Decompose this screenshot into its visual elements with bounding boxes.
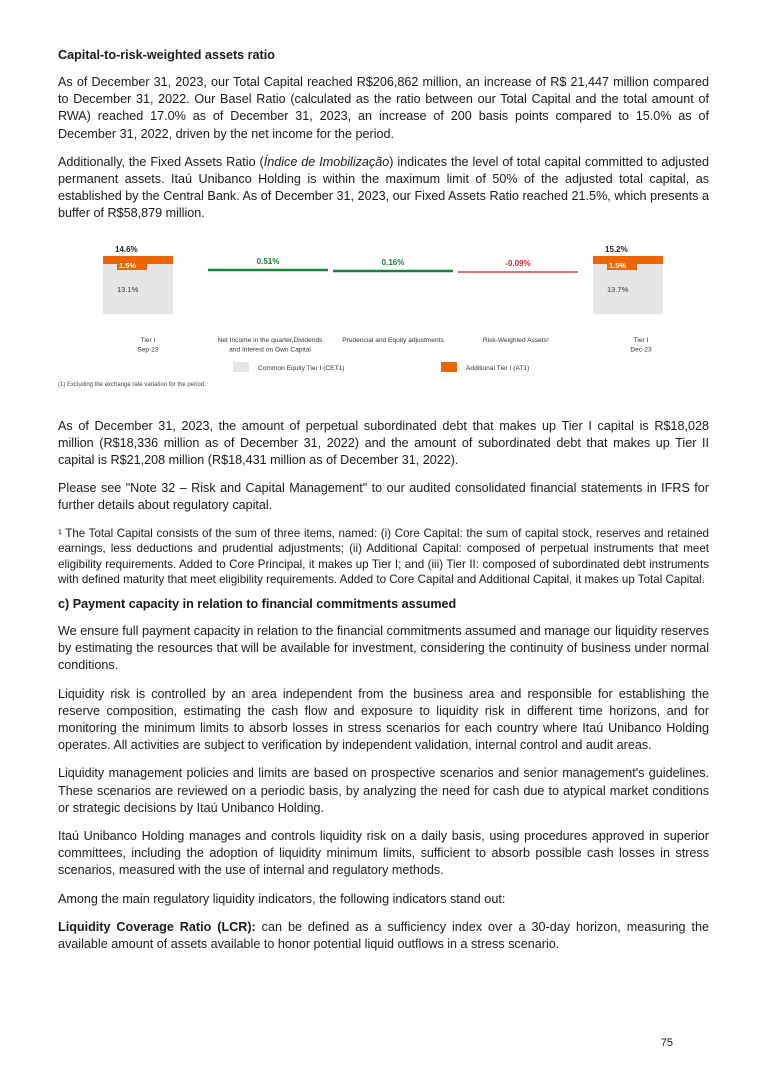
paragraph-payment-capacity: We ensure full payment capacity in relation to the financial commitments assumed and manage our liquidity reserves by estimating the resources that will be available for investment, considering the continuity of business under normal conditions. <box>58 624 709 673</box>
paragraph-total-capital: As of December 31, 2023, our Total Capital reached R$206,862 million, an increase of R$ 21,447 million compared to December 31, 2022. Our Basel Ratio (calculated as the ratio between our Total Capital and the total amount of RWA) reached 17.0% as of December 31, 2023, an increase of 200 basis points compared to 15.0% as of December 31, 2022, driven by the net income for the period. <box>58 75 709 141</box>
tier1-waterfall-chart <box>58 234 709 406</box>
cet1-value-label: 13.7% <box>607 284 629 294</box>
total-value-label: 15.2% <box>605 244 628 254</box>
category-label: Net Income in the quarter,Dividends <box>217 336 323 344</box>
paragraph-note-32: Please see "Note 32 – Risk and Capital Management" to our audited consolidated financial statements in IFRS for further details about regulatory capital. <box>58 481 709 513</box>
section-heading-capital-ratio: Capital-to-risk-weighted assets ratio <box>58 48 275 62</box>
paragraph-subordinated-debt: As of December 31, 2023, the amount of perpetual subordinated debt that makes up Tier I capital is R$18,028 million (R$18,336 million as of December 31, 2022) and the amount of subordinated debt that makes up Tier II capital is R$21,208 million (R$18,431 million as of December 31, 2022). <box>58 418 709 468</box>
paragraph-fixed-assets-ratio <box>58 154 709 223</box>
change-value-label: -0.09% <box>505 258 531 268</box>
page-number: 75 <box>660 1037 673 1049</box>
paragraph-liquidity-policies: Liquidity management policies and limits are based on prospective scenarios and senior management's guidelines. These scenarios are reviewed on a periodic basis, by analyzing the need for cash due to atypical market conditions or strategic decisions by Itaú Unibanco Holding. <box>58 766 709 815</box>
italic-term: Índice de Imobilização <box>263 154 390 169</box>
paragraph-liquidity-risk: Liquidity risk is controlled by an area independent from the business area and responsible for establishing the reserve composition, estimating the cash flow and exposure to liquidity risk in different time horizons, and for monitoring the minimum limits to absorb losses in stress scenarios for each country where Itaú Unibanco Holding operates. All activities are subject to verification by independent validation, internal control and audit areas. <box>58 686 709 753</box>
change-value-label: 0.16% <box>381 257 405 267</box>
change-value-label: 0.51% <box>256 256 280 266</box>
category-label: Sep-23 <box>137 346 159 354</box>
paragraph-lcr <box>58 919 709 953</box>
legend-label-cet1: Common Equity Tier I (CET1) <box>258 364 345 372</box>
cet1-value-label: 13.1% <box>117 284 139 294</box>
at1-value-label: 1.5% <box>119 260 137 270</box>
category-label: and Interest on Own Capital <box>229 346 311 354</box>
total-value-label: 14.6% <box>115 244 138 254</box>
paragraph-liquidity-daily: Itaú Unibanco Holding manages and controls liquidity risk on a daily basis, using procedures approved in superior committees, including the adoption of liquidity minimum limits, sufficient to absorb possible cash losses in stress scenarios, measured with the use of internal and regulatory methods. <box>58 829 709 878</box>
document-page <box>58 48 709 964</box>
category-label: Prudencial and Equity adjustments <box>342 336 444 344</box>
category-label: Tier I <box>140 336 156 344</box>
footnote-total-capital: ¹ The Total Capital consists of the sum of three items, named: (i) Core Capital: the sum of capital stock, reserves and retained earnings, less deductions and prudential adjustments; (ii) Additional Capital: composed of perpetual instruments that meet eligibility requirements. Added to Core Principal, it makes up Tier I; and (iii) Tier II: composed of subordinated debt instruments with defined maturity that meet eligibility requirements. Added to Core Capital and Additional Capital, it makes up Total Capital. <box>58 526 709 587</box>
text-run: Additionally, the Fixed Assets Ratio ( <box>58 154 264 169</box>
category-label: Tier I <box>633 336 649 344</box>
chart-footnote: (1) Excluding the exchange rate variation for the period. <box>58 381 206 388</box>
chart-canvas <box>58 234 709 406</box>
text-run: can be defined as a sufficiency index over a 30-day horizon, measuring the available amount of assets available to honor potential liquid outflows in a stress scenario. <box>58 919 710 952</box>
category-label: Dec-23 <box>630 346 652 354</box>
lcr-term: Liquidity Coverage Ratio (LCR): <box>58 919 256 934</box>
legend-swatch-at1 <box>441 362 457 372</box>
paragraph-indicators-intro: Among the main regulatory liquidity indicators, the following indicators stand out: <box>58 891 506 906</box>
section-heading-payment-capacity: c) Payment capacity in relation to financial commitments assumed <box>58 597 457 612</box>
legend-label-at1: Additional Tier I (AT1) <box>466 364 530 372</box>
text-run: ) indicates the level of total capital committed to adjusted permanent assets. Itaú Unibanco Holding is within the maximum limit of 50% of the adjusted total capital, as established by the Central Bank. As of December 31, 2023, our Fixed Assets Ratio reached 21.5%, which presents a buffer of R$58,879 million. <box>58 154 709 221</box>
category-label: Risk-Weighted Assets¹ <box>482 336 550 344</box>
at1-value-label: 1.5% <box>609 260 627 270</box>
legend-swatch-cet1 <box>233 362 249 372</box>
